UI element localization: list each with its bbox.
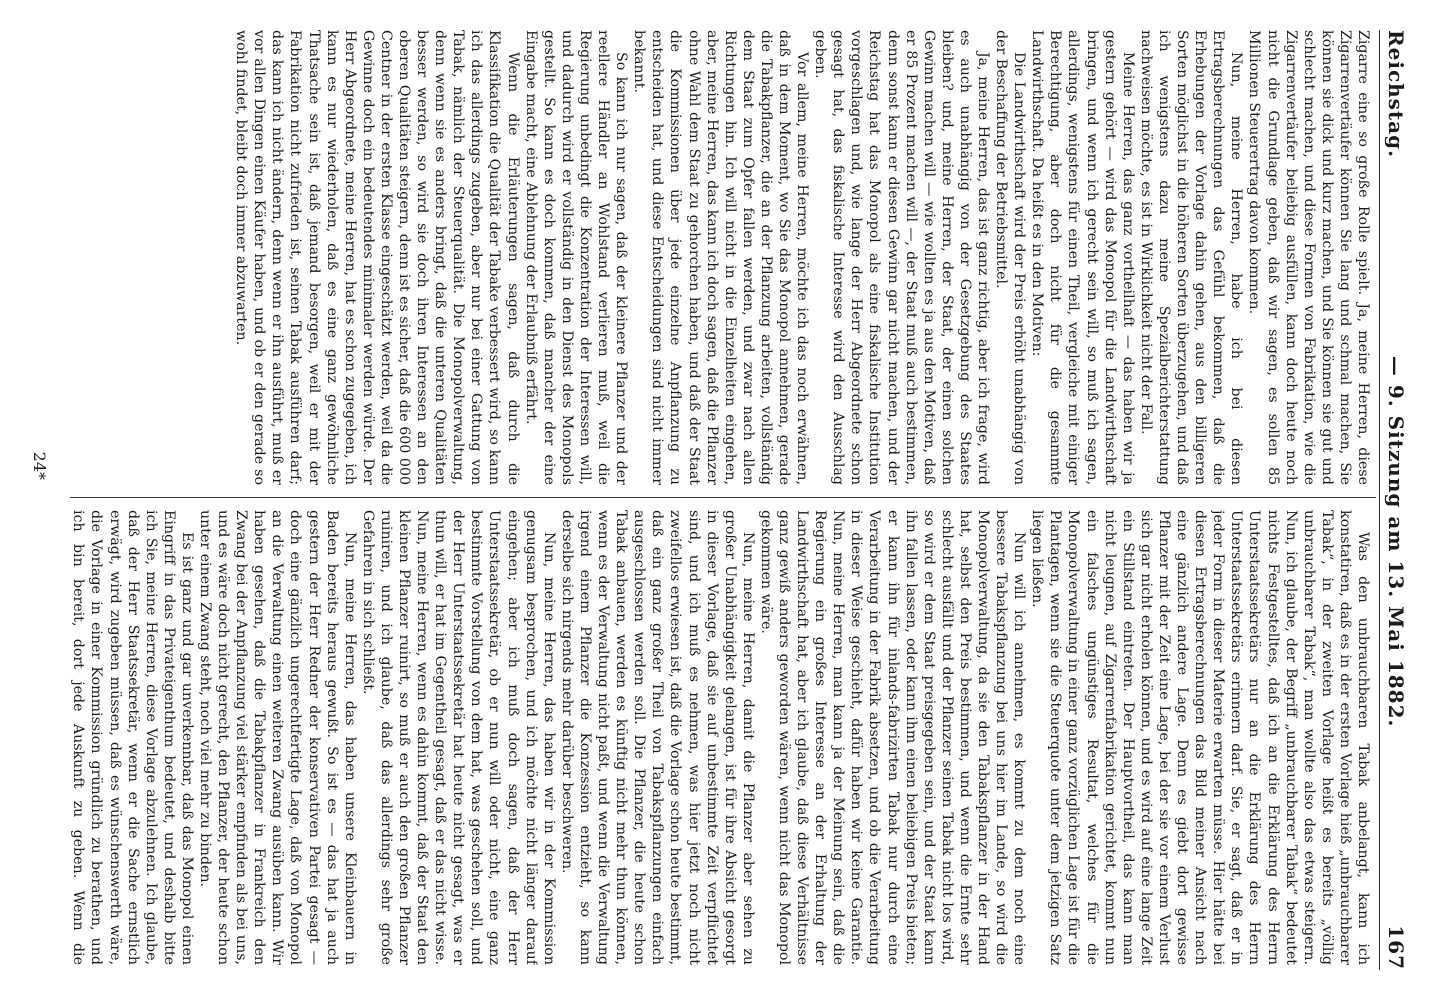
paragraph: Zigarre eine so große Rolle spielt. Ja, meine Herren, diese Zigarrenvertäufer können Sie lang und schmal machen, Sie können sie dick und kurz machen, und Sie können sie gut und schlecht machen, und diese Formen von Fabrikation, wie die Zigarrenvertäufer beliebig ausfüllen, kann doch heute noch nicht die Grundlage geben, daß wir sagen, es sollen 85 Millionen Steuerertrag davon kommen.	[1246, 30, 1371, 485]
paragraph: Nun will ich annehmen, es kommt zu dem noch eine bessere Tabakspflanzung bei uns hier im Lande, so wird die Monopolverwaltung, da sie den Tabakspflanzer in der Hand hat, selbst den Preis bestimmen, und wenn die Ernte sehr schlecht ausfällt und der Pflanzer seinen Tabak nicht los wird, so wird er dem Staat preisgegeben sein, und der Staat kann ihn fallen lassen, oder kann ihm einen beliebigen Preis bieten; er kann ihn für inlands-fabrizirten Tabak nur durch eine Verarbeitung in der Fabrik absetzen, und ob die Verarbeitung in dieser Weise geschieht, dafür haben wir keine Garantie. Nun, meine Herren, man kann ja der Meinung sein, daß die Regierung ein großes Interesse an der Erhaltung der Landwirthschaft hat, aber ich glaube, daß diese Verhältnisse ganz gewiß anders geworden wären, wenn nicht das Monopol gekommen wäre.	[757, 510, 1028, 965]
page-header	[1379, 30, 1424, 970]
paragraph: Es ist ganz und gar unverkennbar, daß das Monopol einen Eingriff in das Privateigenthum bedeutet, und deshalb bitte ich Sie, meine Herren, diese Vorlage abzulehnen. Ich glaube, daß der Herr Staatssekretär, wenn er die Sache ernstlich erwägt, wird zugeben müssen, daß es wünschenswerth wäre, die Vorlage in einer Kommission gründlich zu berathen, und ich bin bereit, dort jede Auskunft zu geben. Wenn die	[70, 510, 195, 965]
paragraph: So kann ich nur sagen, daß der kleinere Pflanzer und der reellere Händler an Wohlstand verlieren muß, weil die Regierung unbedingt die Konzentration der Interessen will, und dadurch wird er vollständig in den Dienst des Monopols gestellt. So kann es doch kommen, daß mancher der eine Eingabe macht, eine Ablehnung der Erlaubniß erfährt.	[522, 30, 630, 485]
paragraph: Meine Herren, das ganz vortheilhaft — das haben wir ja gestern gehört — wird das Monopol für die Landwirthschaft bringen, und wenn ich gerecht sein will, so muß ich sagen, allerdings, wenigstens für einen Theil, vergleiche mit einiger Berechtigung, aber doch nicht für die gesammte Landwirthschaft. Da heißt es in den Motiven:	[1029, 30, 1136, 485]
paragraph: Nun, meine Herren, das haben unsere Kleinbauern in Baden bereits heraus gewußt. So ist es — das hat ja auch gestern der Herr Redner der konservativen Partei gesagt — doch eine gänzlich ungerechtfertigte Lage, daß von Monopol an die Verwaltung einen weiteren Zwang ausüben kann. Wir haben gesehen, daß die Tabakpflanzer in Frankreich den Zwang bei der Anpflanzung viel stärker empfinden als bei uns, und es wäre doch nicht gerecht, den Pflanzer, der heute schon unter einem Zwang steht, noch viel mehr zu binden.	[197, 510, 358, 965]
left-column	[70, 30, 1372, 485]
page-number: 167	[1384, 925, 1408, 970]
header-left: Reichstag.	[1384, 30, 1408, 159]
paragraph: Nun, meine Herren, habe ich bei diesen Ertragsberechnungen das Gefühl bekommen, daß die Erhebungen der Vorlage dahin gehen, aus den billigeren Sorten möglichst in die höheren Sorten überzugehen, und daß ich wenigstens dazu meine Spezialberichterstattung nachweisen möchte, es ist in Wirklichkeit nicht der Fall.	[1137, 30, 1245, 485]
header-center: — 9. Sitzung am 13. Mai 1882.	[1384, 355, 1408, 728]
paragraph: Die Landwirthschaft wird der Preis erhöht unabhängig von der Beschaffung der Betriebsmittel.	[993, 30, 1028, 485]
column-divider	[70, 497, 1376, 498]
paragraph: Was den unbrauchbaren Tabak anbelangt, kann ich konstatiren, daß es in der ersten Vorlage hieß „unbrauchbarer Tabak“, in der zweiten Vorlage heißt es bereits „völlig unbrauchbarer Tabak“, man wollte also das etwas steigern. Nun, ich glaube, der Begriff „unbrauchbarer Tabak“ bedeutet nichts Festgestelltes, daß ich an die Erklärung des Herrn Unterstaatssekretärs nur an die Erklärung des Herrn Unterstaatssekretärs erinnern darf. Sie, er sagt, daß er in jeder Form in dieser Materie erwarten müsse. Hier hätte bei diesen Ertragsberechnungen das Bild meiner Ansicht nach eine gänzlich andere Lage. Denn es giebt dort gewisse Pflanzer mit der Zeit eine Lage, bei der sie vor einem Verlust sich gar nicht erholen können, und es wird auf eine lange Zeit ein Stillstand eintreten. Der Hauptvortheil, das kann man nicht leugnen, auf Zigarrenfabrikation gerichtet, kommt nun ein falsches ungünstiges Resultat, welches für die Monopolverwaltung in einer ganz vorzüglichen Lage ist für die Plantagen, wenn sie die Steuerquote unter dem jetzigen Satz liegen ließen.	[1029, 510, 1371, 965]
paragraph: Nun, meine Herren, damit die Pflanzer aber sehen zu großer Unabhängigkeit gelangen, ist für ihre Absicht gesorgt in dieser Vorlage, daß sie auf unbestimmte Zeit verpflichtet sind, und ich muß es nehmen, was hier jetzt noch nicht zweifellos erwiesen ist, daß die Vorlage schon heute bestimmt, daß ein ganz großer Theil von Tabakspflanzungen einfach ausgeschlossen werden soll. Die Pflanzer, die heute schon Tabak anbauen, werden es künftig nicht mehr thun können, wenn es der Verwaltung nicht paßt, und wenn die Verwaltung irgend einem Pflanzer die Konzession entzieht, so kann derselbe sich nirgends mehr darüber beschweren.	[558, 510, 756, 965]
paragraph: Vor allem, meine Herren, möchte ich das noch erwähnen, daß in dem Moment, wo Sie das Monopol annehmen, gerade die Tabakpflanzer, die an der Pflanzung arbeiten, vollständig dem Staat zum Opfer fallen werden, und zwar nach allen Richtungen hin. Ich will nicht in die Einzelheiten eingehen, aber, meine Herren, das kann ich doch sagen, daß die Pflanzer ohne Wahl dem Staat zu gehorchen haben, und daß der Staat die Kommissionen über jede einzelne Anpflanzung zu entscheiden hat, und diese Entscheidungen sind nicht immer bekannt.	[631, 30, 811, 485]
paragraph: Nun, meine Herren, das haben wir in der Kommission genugsam besprochen, und ich möchte nicht länger darauf eingehen; aber ich muß doch sagen, daß der Herr Unterstaatssekretär, ob er nun will oder nicht, eine ganz bestimmte Vorstellung von dem hat, was geschehen soll, und der Herr Unterstaatssekretär hat heute nicht gesagt, was er thun will, er hat im Gegentheil gesagt, daß er das nicht wisse. Nun, meine Herren, wenn es dahin kommt, daß der Staat den kleinen Pflanzer ruinirt, so muß er auch den großen Pflanzer ruiniren, und ich glaube, daß das allerdings sehr große Gefahren in sich schließt.	[359, 510, 557, 965]
paragraph: Wenn die Erläuterungen sagen, daß durch die Klassifikation die Qualität der Tabake verbessert wird, so kann ich das allerdings zugeben, aber nur bei einer Gattung von Tabak, nämlich der Steuerqualität. Die Monopolverwaltung, denn wenn sie es anders bringt, daß die unteren Qualitäten besser werden, so wird sie doch ihren Interessen an den oberen Qualitäten steigern, denn ist es sicher, daß die 600 000 Centner in der ersten Klasse eingeschätzt werden, weil da die Gewinne doch ein bedeutendes minimaler werden würde. Der Herr Abgeordnete, meine Herren, hat es schon zugegeben, ich kann es nur wiederholen, daß es eine ganz gewöhnliche Thatsache sein ist, daß jemand besorgen, weil er mit der Fabrikation nicht zufrieden ist, seinen Tabak ausführen darf; das kann ich nicht ändern, denn wenn er ihn ausführt, muß er vor allen Dingen einen Käufer haben, und ob er den gerade so wohl findet, bleibt doch immer abzuwarten.	[233, 30, 521, 485]
paragraph: Ja, meine Herren, das ist ganz richtig, aber ich frage, wird es auch unabhängig von der Gesetzgebung des Staates bleiben? und, meine Herren, der Staat, der einen solchen Gewinn machen will — wie wollten es ja aus den Motiven, daß er 85 Prozent machen will —, der Staat muß auch bestimmen, denn sonst kann er diesen Gewinn gar nicht machen, und der Reichstag hat das Monopol als eine fiskalische Institution vorgeschlagen und, wie lange der Herr Abgeordnete schon gesagt hat, das fiskalische Interesse wird den Ausschlag geben.	[812, 30, 992, 485]
signature-mark: 24*	[30, 451, 49, 480]
right-column	[70, 510, 1372, 965]
